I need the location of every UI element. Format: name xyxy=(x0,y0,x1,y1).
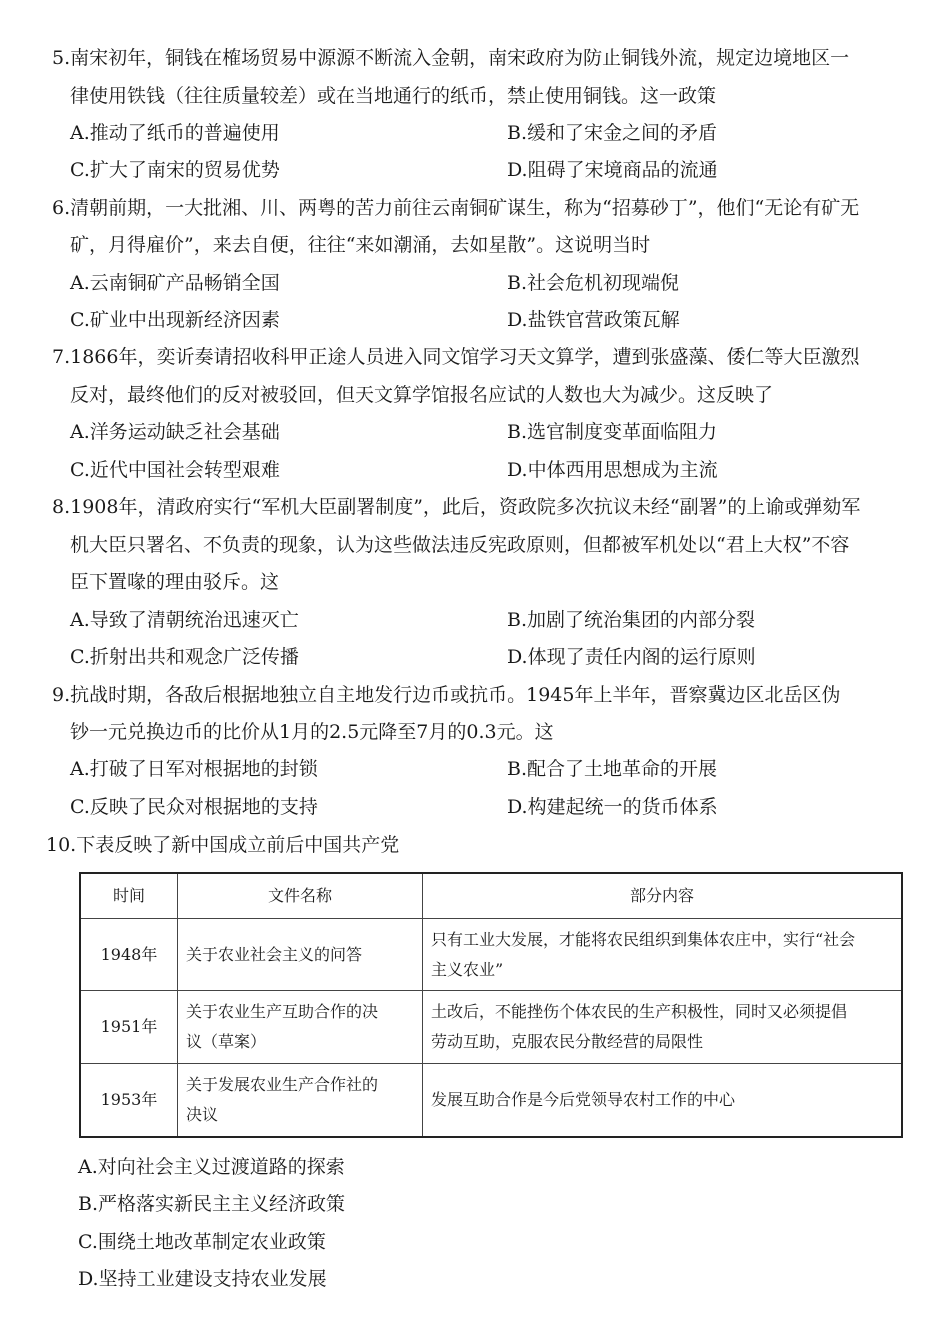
content-line: 只有工业大发展，才能将农民组织到集体农庄中，实行“社会 xyxy=(431,929,856,949)
question-5-stem-line-2: 律使用铁钱（往往质量较差）或在当地通行的纸币，禁止使用铜钱。这一政策 xyxy=(70,85,717,107)
question-6-option-a: A.云南铜矿产品畅销全国 xyxy=(70,272,280,294)
document-line: 决议 xyxy=(186,1104,219,1124)
document-line: 议（草案） xyxy=(186,1032,267,1051)
table-cell-document xyxy=(178,919,423,991)
table-row xyxy=(80,991,902,1064)
question-6-option-d: D.盐铁官营政策瓦解 xyxy=(507,309,680,331)
table-cell-document xyxy=(178,1064,423,1137)
content-line: 土改后，不能挫伤个体农民的生产积极性，同时又必须提倡 xyxy=(431,1002,848,1021)
table-cell-time: 1953年 xyxy=(80,1064,178,1137)
question-9-option-d: D.构建起统一的货币体系 xyxy=(507,796,718,818)
table-header-row xyxy=(80,873,902,919)
table-cell-content xyxy=(423,1064,903,1137)
question-9-stem-line-2: 钞一元兑换边币的比价从1月的2.5元降至7月的0.3元。这 xyxy=(70,721,554,743)
table-header-time: 时间 xyxy=(80,873,178,919)
question-10-stem: 10.下表反映了新中国成立前后中国共产党 xyxy=(46,834,400,856)
question-7-stem-line-1: 7.1866年，奕䜣奏请招收科甲正途人员进入同文馆学习天文算学，遭到张盛藻、倭仁等大臣激烈 xyxy=(52,346,860,368)
question-8-option-c: C.折射出共和观念广泛传播 xyxy=(70,646,299,668)
question-9-stem-line-1: 9.抗战时期，各敌后根据地独立自主地发行边币或抗币。1945年上半年，晋察冀边区北岳区伪 xyxy=(52,684,841,706)
table-header-document: 文件名称 xyxy=(178,873,423,919)
question-8-option-a: A.导致了清朝统治迅速灭亡 xyxy=(70,609,299,631)
question-5-option-a: A.推动了纸币的普遍使用 xyxy=(70,122,280,144)
question-9-option-a: A.打破了日军对根据地的封锁 xyxy=(70,758,318,780)
question-10-option-a: A.对向社会主义过渡道路的探索 xyxy=(78,1156,345,1178)
content-line: 劳动互助，克服农民分散经营的局限性 xyxy=(431,1032,704,1051)
question-6-option-b: B.社会危机初现端倪 xyxy=(507,272,680,294)
question-10-option-c: C.围绕土地改革制定农业政策 xyxy=(78,1231,326,1253)
content-line: 发展互助合作是今后党领导农村工作的中心 xyxy=(431,1089,736,1109)
question-7-stem-line-2: 反对，最终他们的反对被驳回，但天文算学馆报名应试的人数也大为减少。这反映了 xyxy=(70,384,774,406)
question-8-option-d: D.体现了责任内阁的运行原则 xyxy=(507,646,756,668)
question-5-option-c: C.扩大了南宋的贸易优势 xyxy=(70,159,280,181)
table-cell-content xyxy=(423,919,903,991)
question-10-option-b: B.严格落实新民主主义经济政策 xyxy=(78,1193,346,1215)
policy-table xyxy=(79,872,903,1138)
question-8-stem-line-3: 臣下置喙的理由驳斥。这 xyxy=(70,571,280,593)
table-cell-time: 1951年 xyxy=(80,991,178,1064)
question-6-option-c: C.矿业中出现新经济因素 xyxy=(70,309,280,331)
question-10-option-d: D.坚持工业建设支持农业发展 xyxy=(78,1268,327,1290)
table-cell-time: 1948年 xyxy=(80,919,178,991)
document-line: 关于农业社会主义的问答 xyxy=(186,944,363,964)
table-cell-document xyxy=(178,991,423,1064)
question-8-stem-line-1: 8.1908年，清政府实行“军机大臣副署制度”，此后，资政院多次抗议未经“副署”的上谕或弹劾军 xyxy=(52,496,861,518)
question-5-stem-line-1: 5.南宋初年，铜钱在榷场贸易中源源不断流入金朝，南宋政府为防止铜钱外流，规定边境地区一 xyxy=(52,47,850,69)
table-cell-content xyxy=(423,991,903,1064)
table-row xyxy=(80,919,902,991)
document-line: 关于农业生产互助合作的决 xyxy=(186,1002,379,1021)
question-7-option-b: B.选官制度变革面临阻力 xyxy=(507,421,718,443)
table-row xyxy=(80,1064,902,1137)
question-6-stem-line-1: 6.清朝前期，一大批湘、川、两粤的苦力前往云南铜矿谋生，称为“招募砂丁”，他们“无论有矿无 xyxy=(52,197,860,219)
question-6-stem-line-2: 矿，月得雇价”，来去自便，往往“来如潮涌，去如星散”。这说明当时 xyxy=(70,234,651,256)
table-header-content: 部分内容 xyxy=(423,873,903,919)
question-9-option-b: B.配合了土地革命的开展 xyxy=(507,758,718,780)
question-8-stem-line-2: 机大臣只署名、不负责的现象，认为这些做法违反宪政原则，但都被军机处以“君上大权”不容 xyxy=(70,534,850,556)
question-7-option-c: C.近代中国社会转型艰难 xyxy=(70,459,280,481)
question-7-option-d: D.中体西用思想成为主流 xyxy=(507,459,718,481)
question-5-option-d: D.阻碍了宋境商品的流通 xyxy=(507,159,718,181)
question-5-option-b: B.缓和了宋金之间的矛盾 xyxy=(507,122,718,144)
content-line: 主义农业” xyxy=(431,959,504,979)
document-line: 关于发展农业生产合作社的 xyxy=(186,1074,379,1094)
question-7-option-a: A.洋务运动缺乏社会基础 xyxy=(70,421,280,443)
question-9-option-c: C.反映了民众对根据地的支持 xyxy=(70,796,318,818)
question-8-option-b: B.加剧了统治集团的内部分裂 xyxy=(507,609,756,631)
